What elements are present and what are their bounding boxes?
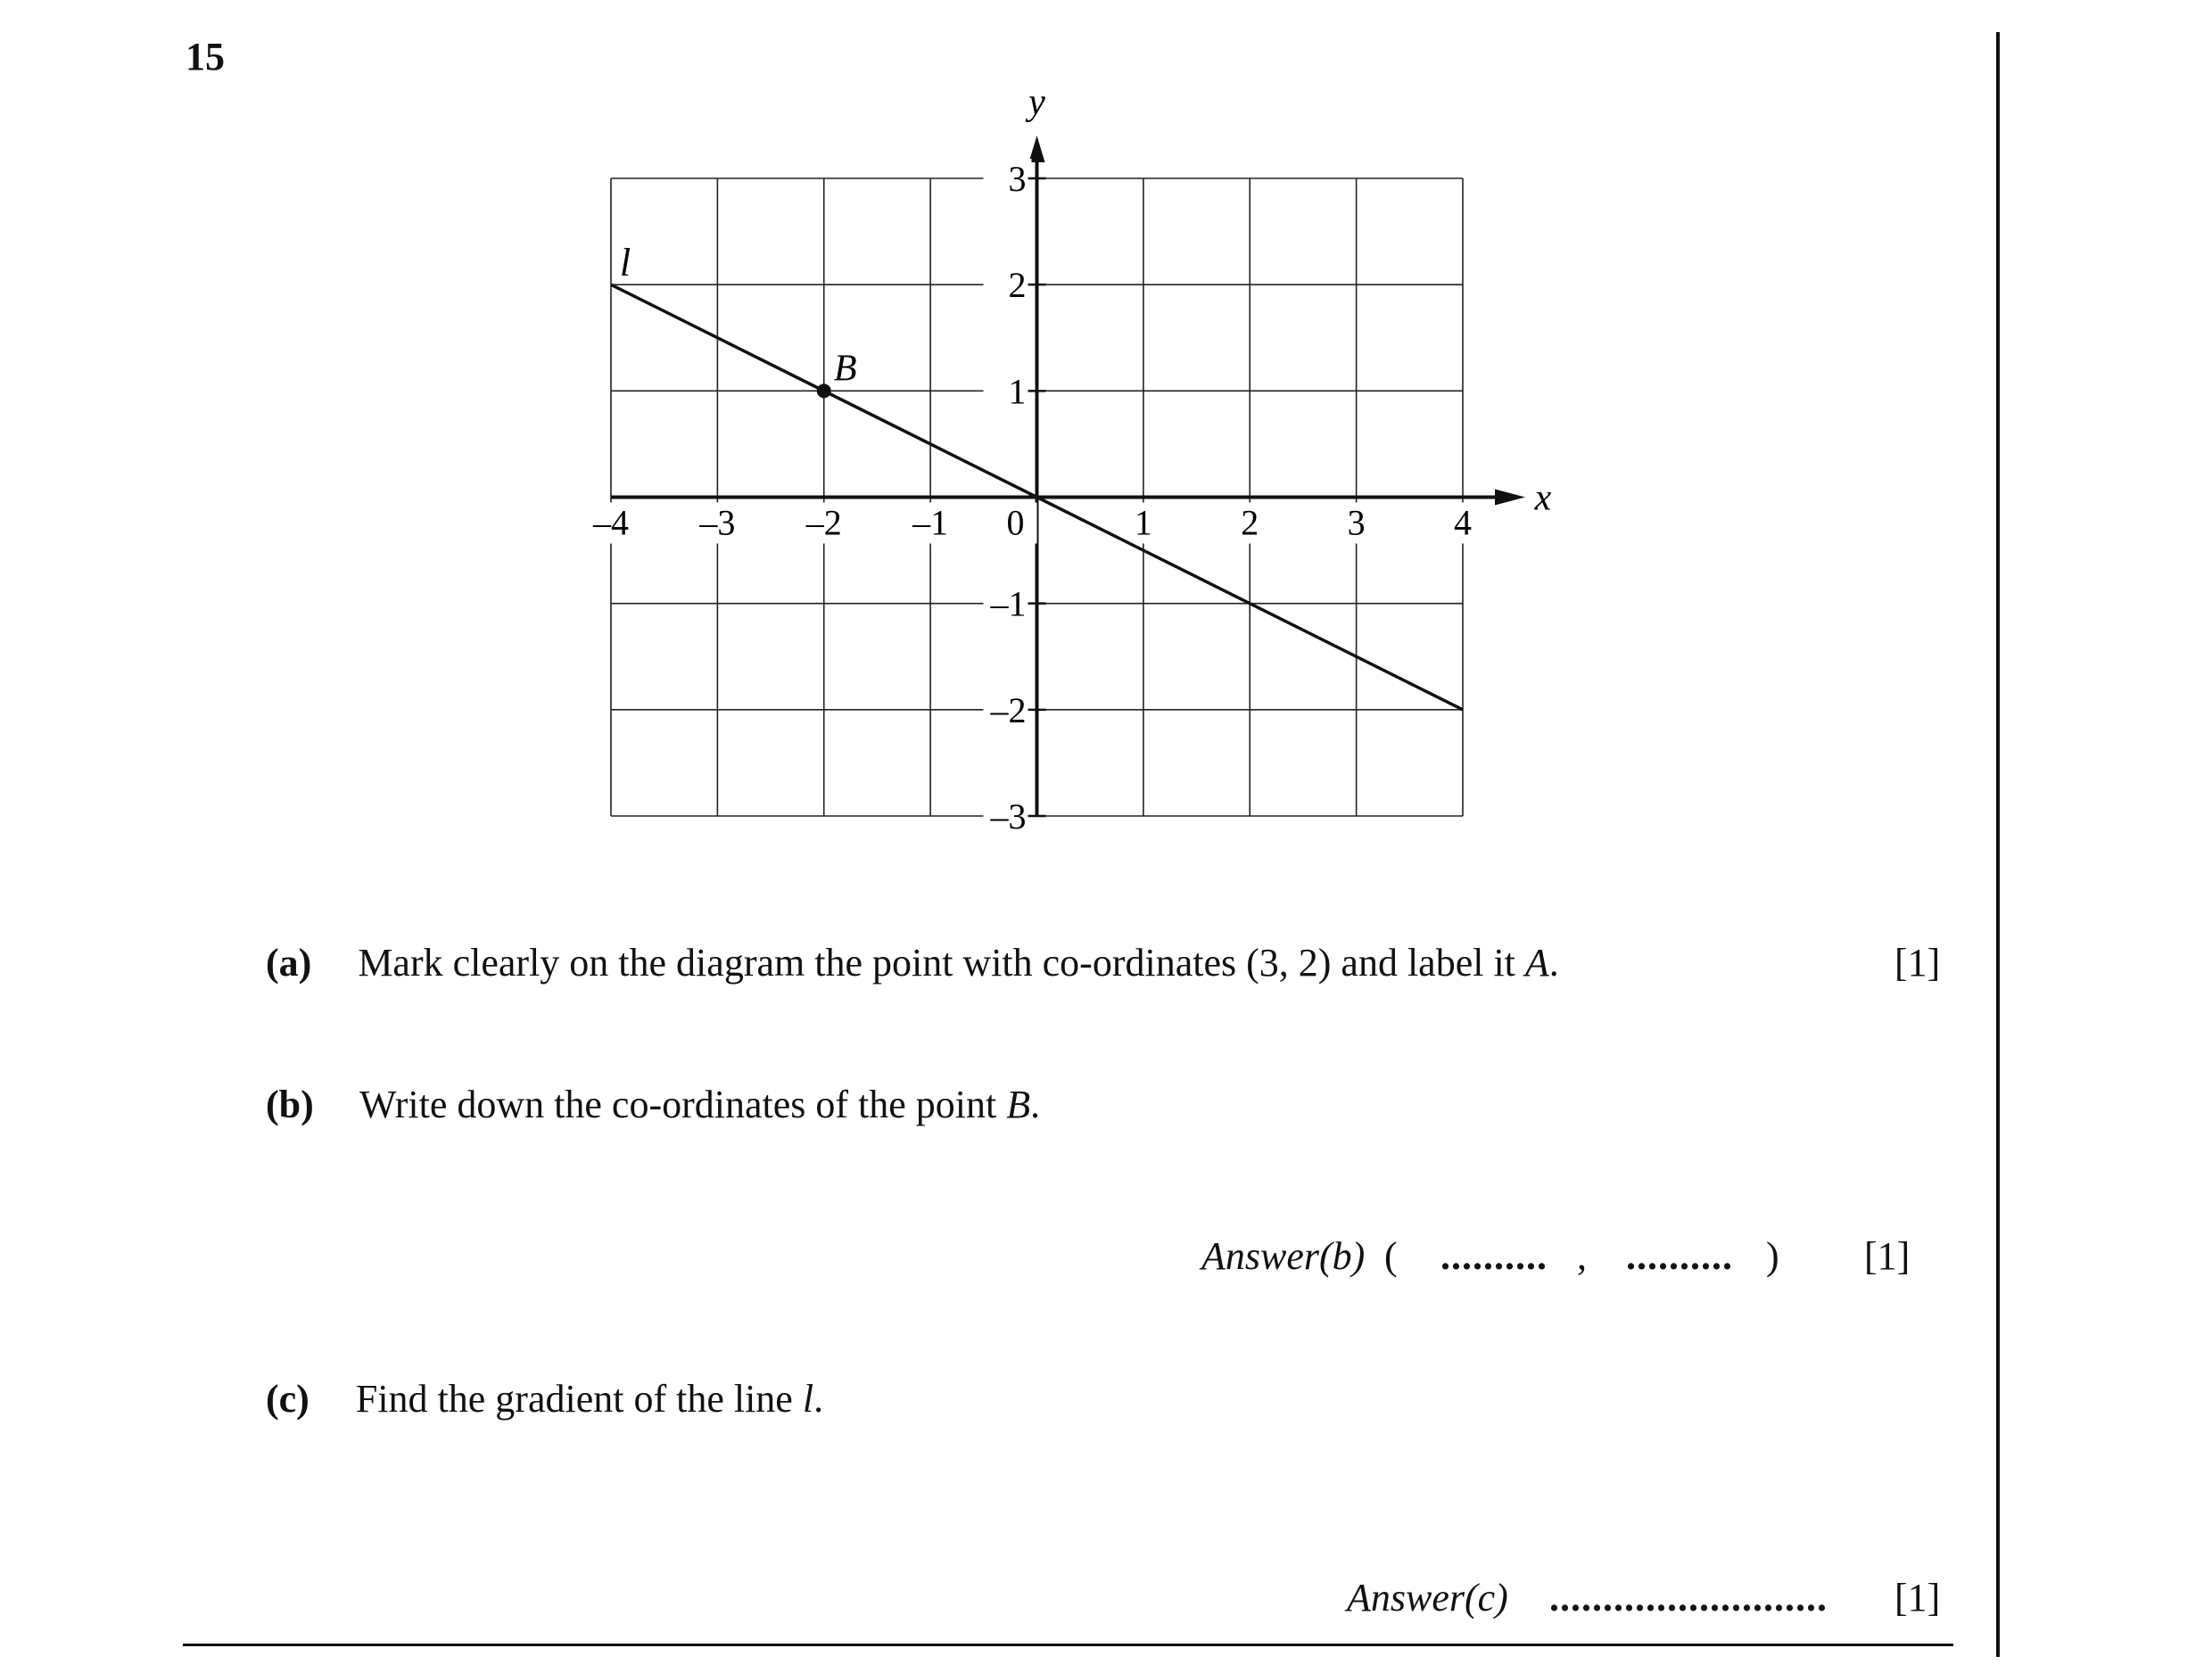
part-c-label: (c) <box>266 1377 310 1421</box>
part-c-text-end: . <box>813 1377 824 1421</box>
y-tick-label: –2 <box>990 689 1027 730</box>
x-tick-label: 4 <box>1454 502 1472 543</box>
part-b-label: (b) <box>266 1083 314 1126</box>
x-tick-label: –3 <box>699 502 736 543</box>
y-axis-label: y <box>1028 82 1045 123</box>
part-a-text: Mark clearly on the diagram the point with co-ordinates (3, 2) and label it <box>358 941 1525 985</box>
part-b-marks: [1] <box>1864 1234 1911 1278</box>
part-a-label: (a) <box>266 941 312 985</box>
answer-c-field[interactable]: .......................... <box>1549 1576 1828 1619</box>
line-l-label: l <box>619 241 631 285</box>
part-c-line-name: l <box>802 1377 814 1421</box>
tick-labels <box>590 82 1552 836</box>
part-a-point-name: A <box>1524 941 1549 985</box>
x-tick-label: 1 <box>1134 502 1152 543</box>
y-axis-arrow <box>1029 136 1045 162</box>
question-number: 15 <box>186 35 225 78</box>
x-tick-label: 0 <box>1006 502 1025 543</box>
point-b-label: B <box>833 348 857 390</box>
axes <box>611 136 1525 816</box>
x-axis-arrow <box>1495 490 1525 506</box>
x-axis-label: x <box>1534 477 1552 519</box>
part-b-question <box>266 1082 1040 1127</box>
y-tick-label: –3 <box>990 796 1027 836</box>
point-b-dot <box>817 383 831 398</box>
part-b-point-name: B <box>1006 1083 1031 1126</box>
part-a-question <box>266 940 1559 985</box>
x-tick-label: –2 <box>805 502 842 543</box>
part-a-marks: [1] <box>1894 941 1941 985</box>
x-tick-label: –4 <box>593 502 629 543</box>
answer-b-y-field[interactable]: .......... <box>1626 1234 1733 1278</box>
y-tick-label: 3 <box>1008 159 1027 199</box>
part-b-text-end: . <box>1030 1083 1041 1126</box>
x-tick-label: 2 <box>1241 502 1259 543</box>
x-tick-label: –1 <box>912 502 949 543</box>
answer-b-close-paren: ) <box>1766 1234 1779 1278</box>
answer-c-label: Answer(c) <box>1347 1576 1508 1619</box>
y-tick-label: –1 <box>990 583 1027 624</box>
part-c-marks: [1] <box>1894 1576 1941 1619</box>
bottom-rule <box>183 1644 1953 1646</box>
answer-b-x-field[interactable]: .......... <box>1440 1234 1548 1278</box>
part-c-text: Find the gradient of the line <box>355 1377 803 1421</box>
answer-b-open-paren: ( <box>1384 1234 1398 1278</box>
part-b-text: Write down the co-ordinates of the point <box>359 1083 1007 1126</box>
part-c-question <box>266 1376 823 1422</box>
x-tick-label: 3 <box>1347 502 1366 543</box>
y-tick-label: 2 <box>1008 265 1027 306</box>
answer-b-label: Answer(b) <box>1201 1234 1366 1278</box>
part-a-text-end: . <box>1548 941 1559 985</box>
y-tick-label: 1 <box>1008 371 1027 412</box>
answer-b-comma: , <box>1577 1234 1587 1278</box>
